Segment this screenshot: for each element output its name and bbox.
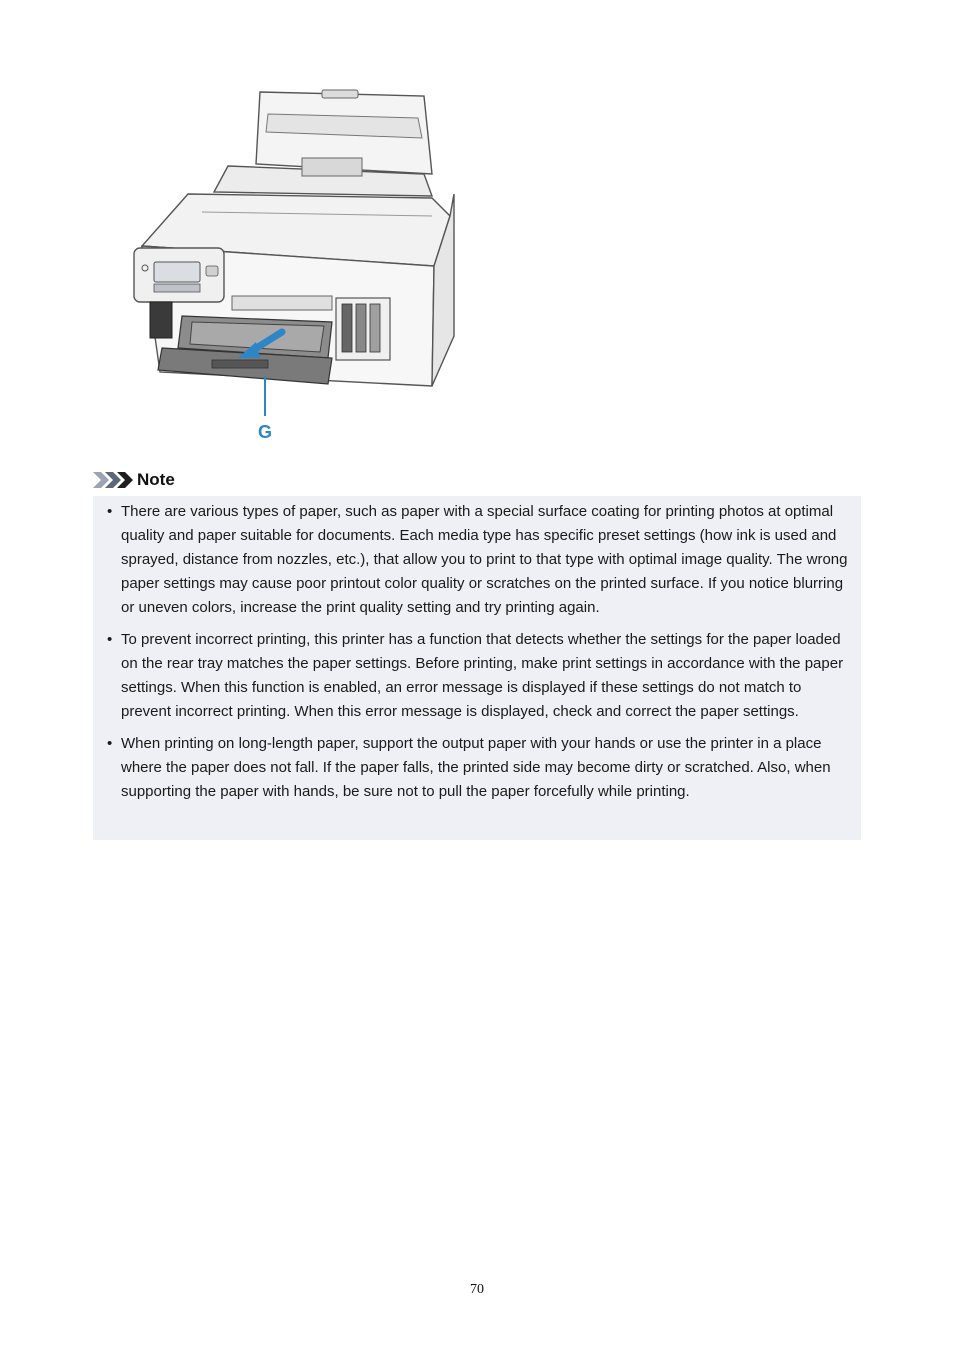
bullet-icon: •	[107, 631, 113, 648]
bullet-icon: •	[107, 735, 113, 752]
bullet-icon: •	[107, 503, 113, 520]
note-chevrons-icon	[93, 472, 133, 488]
page-number: 70	[470, 1282, 484, 1297]
note-header	[93, 468, 175, 492]
printer-illustration	[132, 86, 458, 446]
note-item-text: To prevent incorrect printing, this printer has a function that detects whether the settings for the paper loaded on the rear tray matches the paper settings. Before printing, make print settings in accordance with the paper settings. When this function is enabled, an error message is displayed if these settings do not match to prevent incorrect printing. When this error message is displayed, check and correct the paper settings.	[121, 631, 844, 720]
note-item	[93, 500, 855, 620]
note-item	[93, 628, 855, 724]
note-item	[93, 732, 855, 804]
note-item-text: When printing on long-length paper, support the output paper with your hands or use the printer in a place where the paper does not fall. If the paper falls, the printed side may become dirty or scratched. Also, when supporting the paper with hands, be sure not to pull the paper forcefully while printing.	[121, 735, 831, 800]
note-box	[93, 496, 861, 840]
callout-label-g: G	[257, 422, 273, 442]
note-item-text: There are various types of paper, such as paper with a special surface coating for printing photos at optimal quality and paper suitable for documents. Each media type has specific preset settings (how ink is used and sprayed, distance from nozzles, etc.), that allow you to print to that type with optimal image quality. The wrong paper settings may cause poor printout color quality or scratches on the printed surface. If you notice blurring or uneven colors, increase the print quality setting and try printing again.	[121, 503, 848, 616]
note-list	[93, 500, 855, 804]
note-title: Note	[137, 470, 175, 489]
